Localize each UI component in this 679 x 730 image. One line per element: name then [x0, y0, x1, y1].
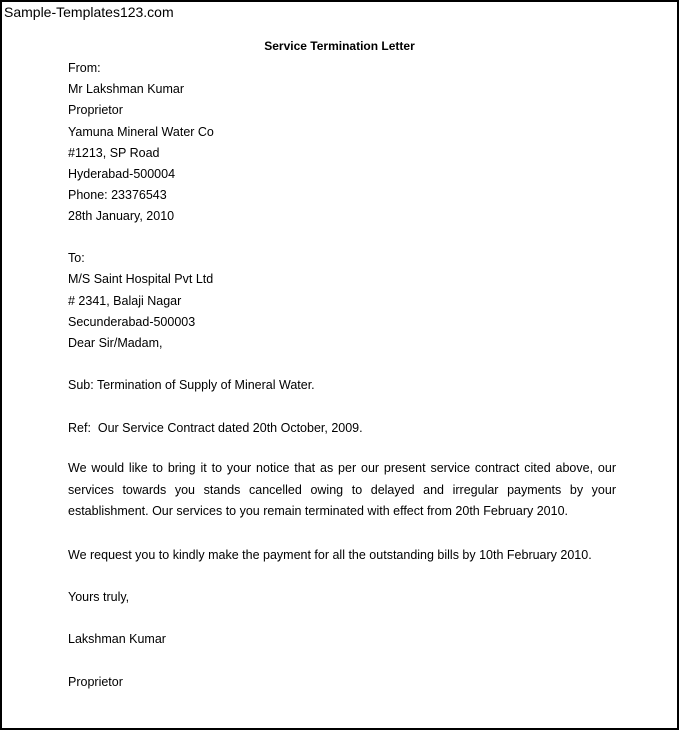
signature-designation: Proprietor — [68, 675, 123, 689]
from-label: From: — [68, 61, 101, 75]
sender-address-line2: Hyderabad-500004 — [68, 167, 176, 181]
signature-name: Lakshman Kumar — [68, 632, 166, 646]
sender-phone: Phone: 23376543 — [68, 188, 167, 202]
recipient-address-line1: # 2341, Balaji Nagar — [68, 294, 182, 308]
sender-name: Mr Lakshman Kumar — [68, 82, 185, 96]
to-label: To: — [68, 251, 85, 265]
letter-title: Service Termination Letter — [264, 39, 415, 53]
sender-company: Yamuna Mineral Water Co — [68, 125, 214, 139]
letter-date: 28th January, 2010 — [68, 209, 175, 223]
recipient-address-line2: Secunderabad-500003 — [68, 315, 196, 329]
subject-line: Sub: Termination of Supply of Mineral Water. — [68, 378, 315, 392]
watermark-text: Sample-Templates123.com — [4, 4, 174, 20]
body-paragraph-1: We would like to bring it to your notice that as per our present service contract cited above, our services towards you stands cancelled owing to delayed and irregular payments by your establishment. Our services to you remain terminated with effect from 20th February 2010. — [68, 461, 616, 518]
sender-designation: Proprietor — [68, 103, 123, 117]
salutation: Dear Sir/Madam, — [68, 336, 163, 350]
body-paragraph-2: We request you to kindly make the payment for all the outstanding bills by 10th February 2010. — [68, 548, 592, 562]
recipient-name: M/S Saint Hospital Pvt Ltd — [68, 272, 214, 286]
reference-line: Ref: Our Service Contract dated 20th October, 2009. — [68, 421, 363, 435]
closing-line: Yours truly, — [68, 590, 130, 604]
sender-address-line1: #1213, SP Road — [68, 146, 160, 160]
